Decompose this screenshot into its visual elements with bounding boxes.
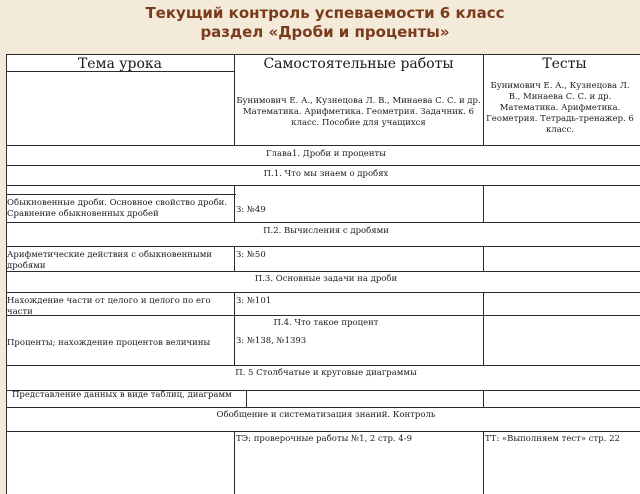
- table-rule: [6, 292, 640, 293]
- row-independent: З: №49: [236, 205, 266, 215]
- row-independent: З: №138, №1393: [236, 336, 307, 346]
- row-independent: З: №50: [236, 250, 266, 260]
- table-rule: [6, 145, 640, 146]
- source-tests: Бунимович Е. А., Кузнецова Л. В., Минаева С. С. и др. Математика. Арифметика. Геометрия. Тетрадь-тренажер. 6 класс.: [486, 81, 634, 135]
- table-rule: [6, 194, 236, 195]
- row-independent: ТЭ: проверочные работы №1, 2 стр. 4-9: [236, 434, 412, 444]
- table-rule: [246, 390, 247, 407]
- header-independent: Самостоятельные работы: [263, 56, 454, 72]
- row-tests: ТТ: «Выполняем тест» стр. 22: [485, 434, 620, 444]
- section-heading: Обобщение и систематизация знаний. Контроль: [216, 410, 436, 420]
- title-line-1: Текущий контроль успеваемости 6 класс: [145, 4, 505, 22]
- row-topic: Нахождение части от целого и целого по его части: [7, 296, 211, 317]
- row-topic: Арифметические действия с обыкновенными дробями: [7, 250, 212, 271]
- row-topic: Представление данных в виде таблиц, диаграмм: [12, 390, 232, 400]
- table-rule: [6, 185, 640, 186]
- table-rule: [6, 431, 640, 432]
- row-topic: Проценты; нахождение процентов величины: [7, 338, 211, 348]
- table-rule: [483, 246, 484, 271]
- table-rule: [6, 365, 640, 366]
- section-heading: П.3. Основные задачи на дроби: [254, 274, 398, 284]
- table-rule: [6, 222, 640, 223]
- row-independent: З: №101: [236, 296, 272, 306]
- table-rule: [6, 54, 640, 55]
- table-rule: [483, 292, 484, 315]
- header-topic: Тема урока: [77, 56, 163, 72]
- title-line-2: раздел «Дроби и проценты»: [200, 23, 450, 41]
- progress-table: [6, 54, 640, 494]
- section-heading: П.4. Что такое процент: [273, 318, 379, 328]
- table-rule: [234, 185, 235, 222]
- table-rule: [6, 165, 640, 166]
- table-rule: [234, 246, 235, 271]
- source-independent: Бунимович Е. А., Кузнецова Л. В., Минаева С. С. и др. Математика. Арифметика. Геометрия. Задачник. 6 класс. Пособие для учащихся: [236, 96, 481, 128]
- section-heading: П.2. Вычисления с дробями: [263, 226, 389, 236]
- table-rule: [483, 185, 484, 222]
- table-rule: [234, 292, 235, 315]
- table-rule: [483, 431, 484, 494]
- section-heading: П. 5 Столбчатые и круговые диаграммы: [235, 368, 417, 378]
- chapter-heading: Глава1. Дроби и проценты: [266, 149, 386, 159]
- table-rule: [234, 431, 235, 494]
- page-title: [0, 4, 640, 42]
- section-heading: П.1. Что мы знаем о дробях: [263, 169, 389, 179]
- header-tests: Тесты: [542, 56, 587, 72]
- table-rule: [6, 407, 640, 408]
- table-rule: [483, 390, 484, 407]
- table-rule: [6, 246, 640, 247]
- row-topic: Обыкновенные дроби. Основное свойство дроби. Сравнение обыкновенных дробей: [7, 198, 228, 219]
